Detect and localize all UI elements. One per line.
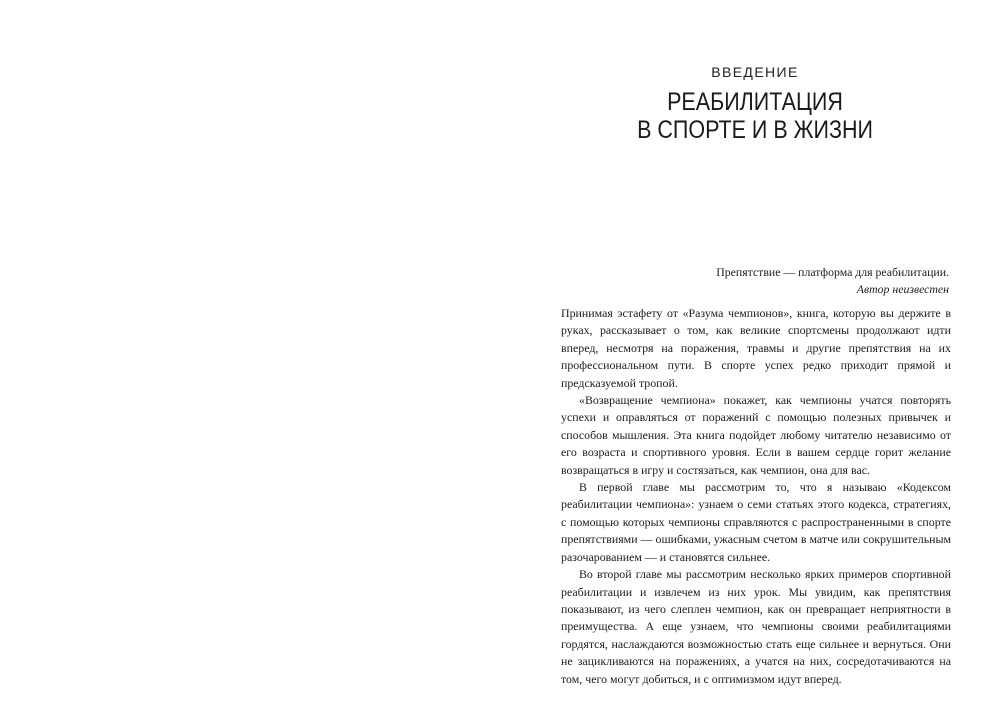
paragraph-1: Принимая эстафету от «Разума чемпионов», книга, которую вы держите в руках, рассказывает о том, как великие спортсмены продолжают идти вперед, несмотря на поражения, травмы и другие препятствия на их профессиональном пути. В спорте успех редко приходит прямой и предсказуемой тропой. (561, 306, 951, 390)
chapter-title (587, 88, 922, 144)
body-text (561, 305, 951, 688)
chapter-kicker: ВВЕДЕНИЕ (711, 64, 799, 80)
epigraph-quote: Препятствие — платформа для реабилитации. (716, 265, 949, 279)
epigraph (560, 264, 949, 298)
paragraph-2: «Возвращение чемпиона» покажет, как чемпионы учатся повторять успехи и оправляться от поражений с помощью полезных привычек и способов мышления. Эта книга подойдет любому читателю независимо от его возраста и спортивного уровня. Если в вашем сердце горит желание возвращаться в игру и состязаться, как чемпион, она для вас. (561, 393, 951, 477)
chapter-title-line-2: В СПОРТЕ И В ЖИЗНИ (637, 116, 873, 144)
paragraph-3: В первой главе мы рассмотрим то, что я называю «Кодексом реабилитации чемпиона»: узнаем о семи статьях этого кодекса, стратегиях, с помощью которых чемпионы справляются с распространенными в спорте препятствиями — ошибками, ужасным счетом в матче или сокрушительным разочарованием — и становятся сильнее. (561, 480, 951, 564)
chapter-title-line-1: РЕАБИЛИТАЦИЯ (667, 88, 843, 116)
paragraph-4: Во второй главе мы рассмотрим несколько ярких примеров спортивной реабилитации и извлечем из них урок. Мы увидим, как препятствия показывают, из чего слеплен чемпион, как он превращает неприятности в преимущества. А еще узнаем, что чемпионы своими реабилитациями гордятся, наслаждаются возможностью стать еще сильнее и вернуться. Они не зацикливаются на поражениях, а учатся на них, сосредотачиваются на том, чего могут добиться, и с оптимизмом идут вперед. (561, 567, 951, 686)
epigraph-author: Автор неизвестен (856, 282, 949, 296)
